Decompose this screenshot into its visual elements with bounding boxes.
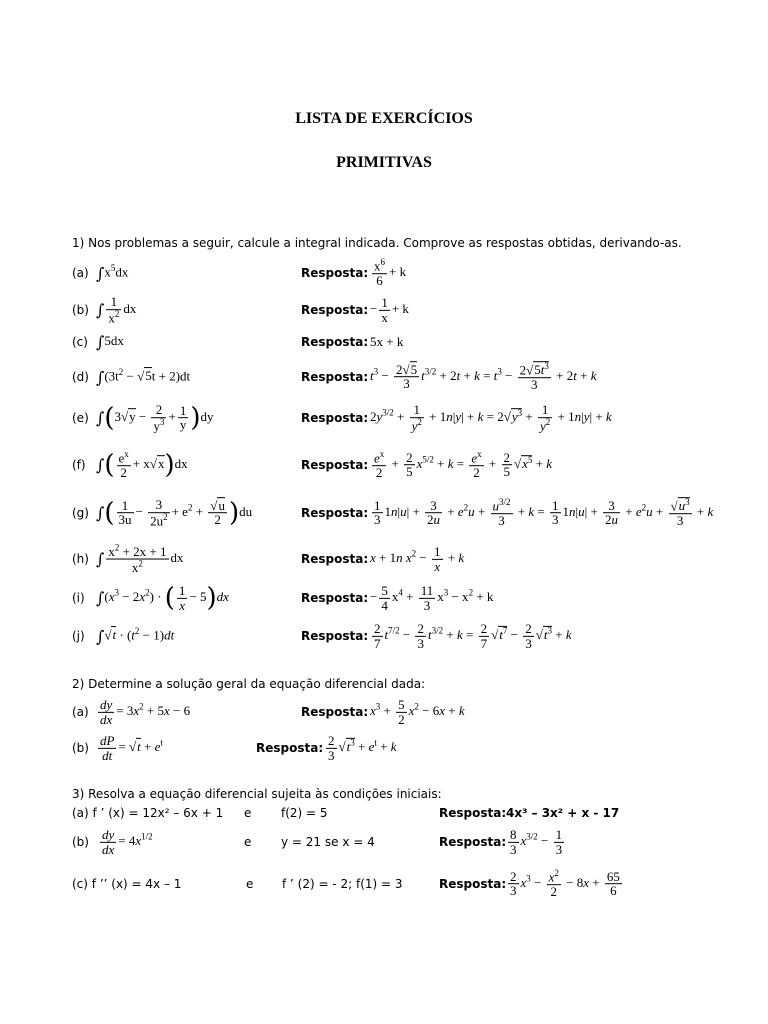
answer-expression: x + 1n $x^2$ − $\frac{1}{x}$ + k xyxy=(370,543,465,574)
initial-condition: y = 21 se x = 4 xyxy=(281,835,375,849)
problem-2b xyxy=(72,733,732,763)
item-label: (h) xyxy=(72,552,89,566)
answer-expression: − $\frac{1}{x}$ + k xyxy=(370,294,409,325)
initial-condition: f(2) = 5 xyxy=(281,806,328,820)
integral-expression: ∫(3√y − $\frac{2}{y^3}$ + $\frac{1}{y}$ )dy xyxy=(96,402,214,434)
problem-1j xyxy=(72,621,732,651)
answer-expression: $\frac{x^6}{6}$ + k xyxy=(374,257,407,289)
answer-label: Resposta: xyxy=(301,506,369,520)
integral-expression: ∫ $\frac{1}{x^2}$ dx xyxy=(96,294,137,326)
answer-expression: $\frac{2}{3}$ $x^3$ − $\frac{x^2}{2}$ − 8x + $\frac{65}{6}$ xyxy=(510,868,620,900)
equation-expression: $\frac{dP}{dt}$ = $√t + e^t$ xyxy=(100,732,163,763)
problem-1a xyxy=(72,258,732,288)
item-label: (a) xyxy=(72,705,89,719)
problem-3a xyxy=(72,798,732,828)
answer-expression: − $\frac{5}{4}$ $x^4$ + $\frac{11}{3}$ $x^3 - x^2 + k$ xyxy=(370,582,494,613)
connector-text: e xyxy=(246,877,254,891)
integral-expression: $\int√t \cdot (t^2 - 1)dt$ xyxy=(96,626,175,646)
problem-1g xyxy=(72,498,732,528)
item-label: (b) xyxy=(72,741,89,755)
answer-label: Resposta: xyxy=(301,552,369,566)
problem-1h xyxy=(72,544,732,574)
item-label: (b) xyxy=(72,303,89,317)
item-label: (e) xyxy=(72,411,89,425)
item-label: (a) xyxy=(72,266,89,280)
problem-1e xyxy=(72,403,732,433)
answer-expression: $\frac{8}{3}$ $x^{3/2}$ − $\frac{1}{3}$ xyxy=(510,826,563,857)
initial-condition: f ’ (2) = - 2; f(1) = 3 xyxy=(282,877,403,891)
problem-1c xyxy=(72,327,732,357)
answer-label: Resposta: xyxy=(301,335,369,349)
section-1-heading: 1) Nos problemas a seguir, calcule a integral indicada. Comprove as respostas obtidas, derivando-as. xyxy=(72,236,682,250)
answer-label: Resposta: xyxy=(301,411,369,425)
answer-expression: $\frac{2}{3}$ $√t^3 + e^t + k$ xyxy=(328,732,397,763)
equation-expression: $\frac{dy}{dx}$ = $3x^2 + 5x - 6$ xyxy=(100,696,191,727)
problem-1b xyxy=(72,295,732,325)
section-3-heading: 3) Resolva a equação diferencial sujeita às condições iniciais: xyxy=(72,787,442,801)
answer-label: Resposta: xyxy=(301,458,369,472)
item-label: (a) f ’ (x) = 12x² – 6x + 1 xyxy=(72,806,224,820)
answer-label: Resposta: xyxy=(301,370,369,384)
problem-1i xyxy=(72,583,732,613)
integral-expression: ∫( $\frac{e^x}{2}$ + x√x)dx xyxy=(96,449,188,481)
problem-3c xyxy=(72,869,732,899)
connector-text: e xyxy=(244,835,252,849)
item-label: (c) f ’’ (x) = 4x – 1 xyxy=(72,877,182,891)
problem-1d xyxy=(72,362,732,392)
answer-expression: $2y^{3/2}$ + $\frac{1}{y^2}$ + $1n|y| + k = 2√y^3$ + $\frac{1}{y^2}$ + 1n|y| + k xyxy=(370,402,612,434)
connector-text: e xyxy=(244,806,252,820)
item-label: (b) xyxy=(72,835,89,849)
item-label: (g) xyxy=(72,506,89,520)
problem-3b xyxy=(72,827,732,857)
answer-expression: 5x + k xyxy=(370,334,404,349)
item-label: (d) xyxy=(72,370,89,384)
problem-1f xyxy=(72,450,732,480)
answer-expression: $x^3$ + $\frac{5}{2}$ $x^2 - 6x + k$ xyxy=(370,696,465,727)
answer-label: Resposta: xyxy=(301,705,369,719)
section-2-heading: 2) Determine a solução geral da equação diferencial dada: xyxy=(72,677,426,691)
answer-expression: $\frac{1}{3}$ 1n|u| + $\frac{3}{2u}$ + $e^2u$ + $\frac{u^{3/2}}{3}$ + k = $\frac{1}{3}$ 1n|u| + $\frac{3}{2u}$ + $e^2u$ + $\frac{√u^3}{3}$ + k xyxy=(374,497,714,529)
answer-label: Resposta: xyxy=(301,266,369,280)
answer-expression: $\frac{2}{7}$ $t^{7/2}$ − $\frac{2}{3}$ $t^{3/2} + k$ = $\frac{2}{7}$ $√t^7$ − $\frac{2}{3}$ $√t^3 + k$ xyxy=(374,620,572,651)
item-label: (f) xyxy=(72,458,86,472)
answer-label: Resposta: xyxy=(256,741,324,755)
integral-expression: ∫( $\frac{1}{3u}$ − $\frac{3}{2u^2}$ + $e^2$ + $\frac{√u}{2}$ )du xyxy=(96,497,253,529)
integral-expression: ∫ $\frac{x^2 + 2x + 1}{x^2}$ dx xyxy=(96,542,184,575)
document-title: LISTA DE EXERCÍCIOS xyxy=(295,110,473,127)
answer-expression: $t^3$ − $\frac{2√5}{3}$ $t^{3/2} + 2t + k = t^3$ − $\frac{2√5t^3}{3}$ + 2t + k xyxy=(370,361,597,393)
document-subtitle: PRIMITIVAS xyxy=(336,154,432,171)
item-label: (c) xyxy=(72,335,88,349)
equation-expression: $\frac{dy}{dx}$ = $4x^{1/2}$ xyxy=(102,826,153,857)
integral-expression: $\int(x^3 - 2x^2)$ · ( $\frac{1}{x}$ − 5)dx xyxy=(96,582,229,613)
answer-expression: 4x³ – 3x² + x - 17 xyxy=(506,806,620,820)
answer-label: Resposta: xyxy=(439,806,507,820)
item-label: (i) xyxy=(72,591,85,605)
answer-label: Resposta: xyxy=(439,877,507,891)
integral-expression: $\int(3t^2 - √5t + 2)dt$ xyxy=(96,367,191,387)
integral-expression: ∫5dx xyxy=(96,332,124,352)
answer-label: Resposta: xyxy=(301,629,369,643)
problem-2a xyxy=(72,697,732,727)
answer-label: Resposta: xyxy=(301,303,369,317)
answer-label: Resposta: xyxy=(301,591,369,605)
integral-expression: $\int x^5dx$ xyxy=(96,263,129,283)
item-label: (j) xyxy=(72,629,85,643)
answer-expression: $\frac{e^x}{2}$ + $\frac{2}{5}$ $x^{5/2} + k$ = $\frac{e^x}{2}$ + $\frac{2}{5}$ $√x^5 + k$ xyxy=(374,449,553,481)
answer-label: Resposta: xyxy=(439,835,507,849)
